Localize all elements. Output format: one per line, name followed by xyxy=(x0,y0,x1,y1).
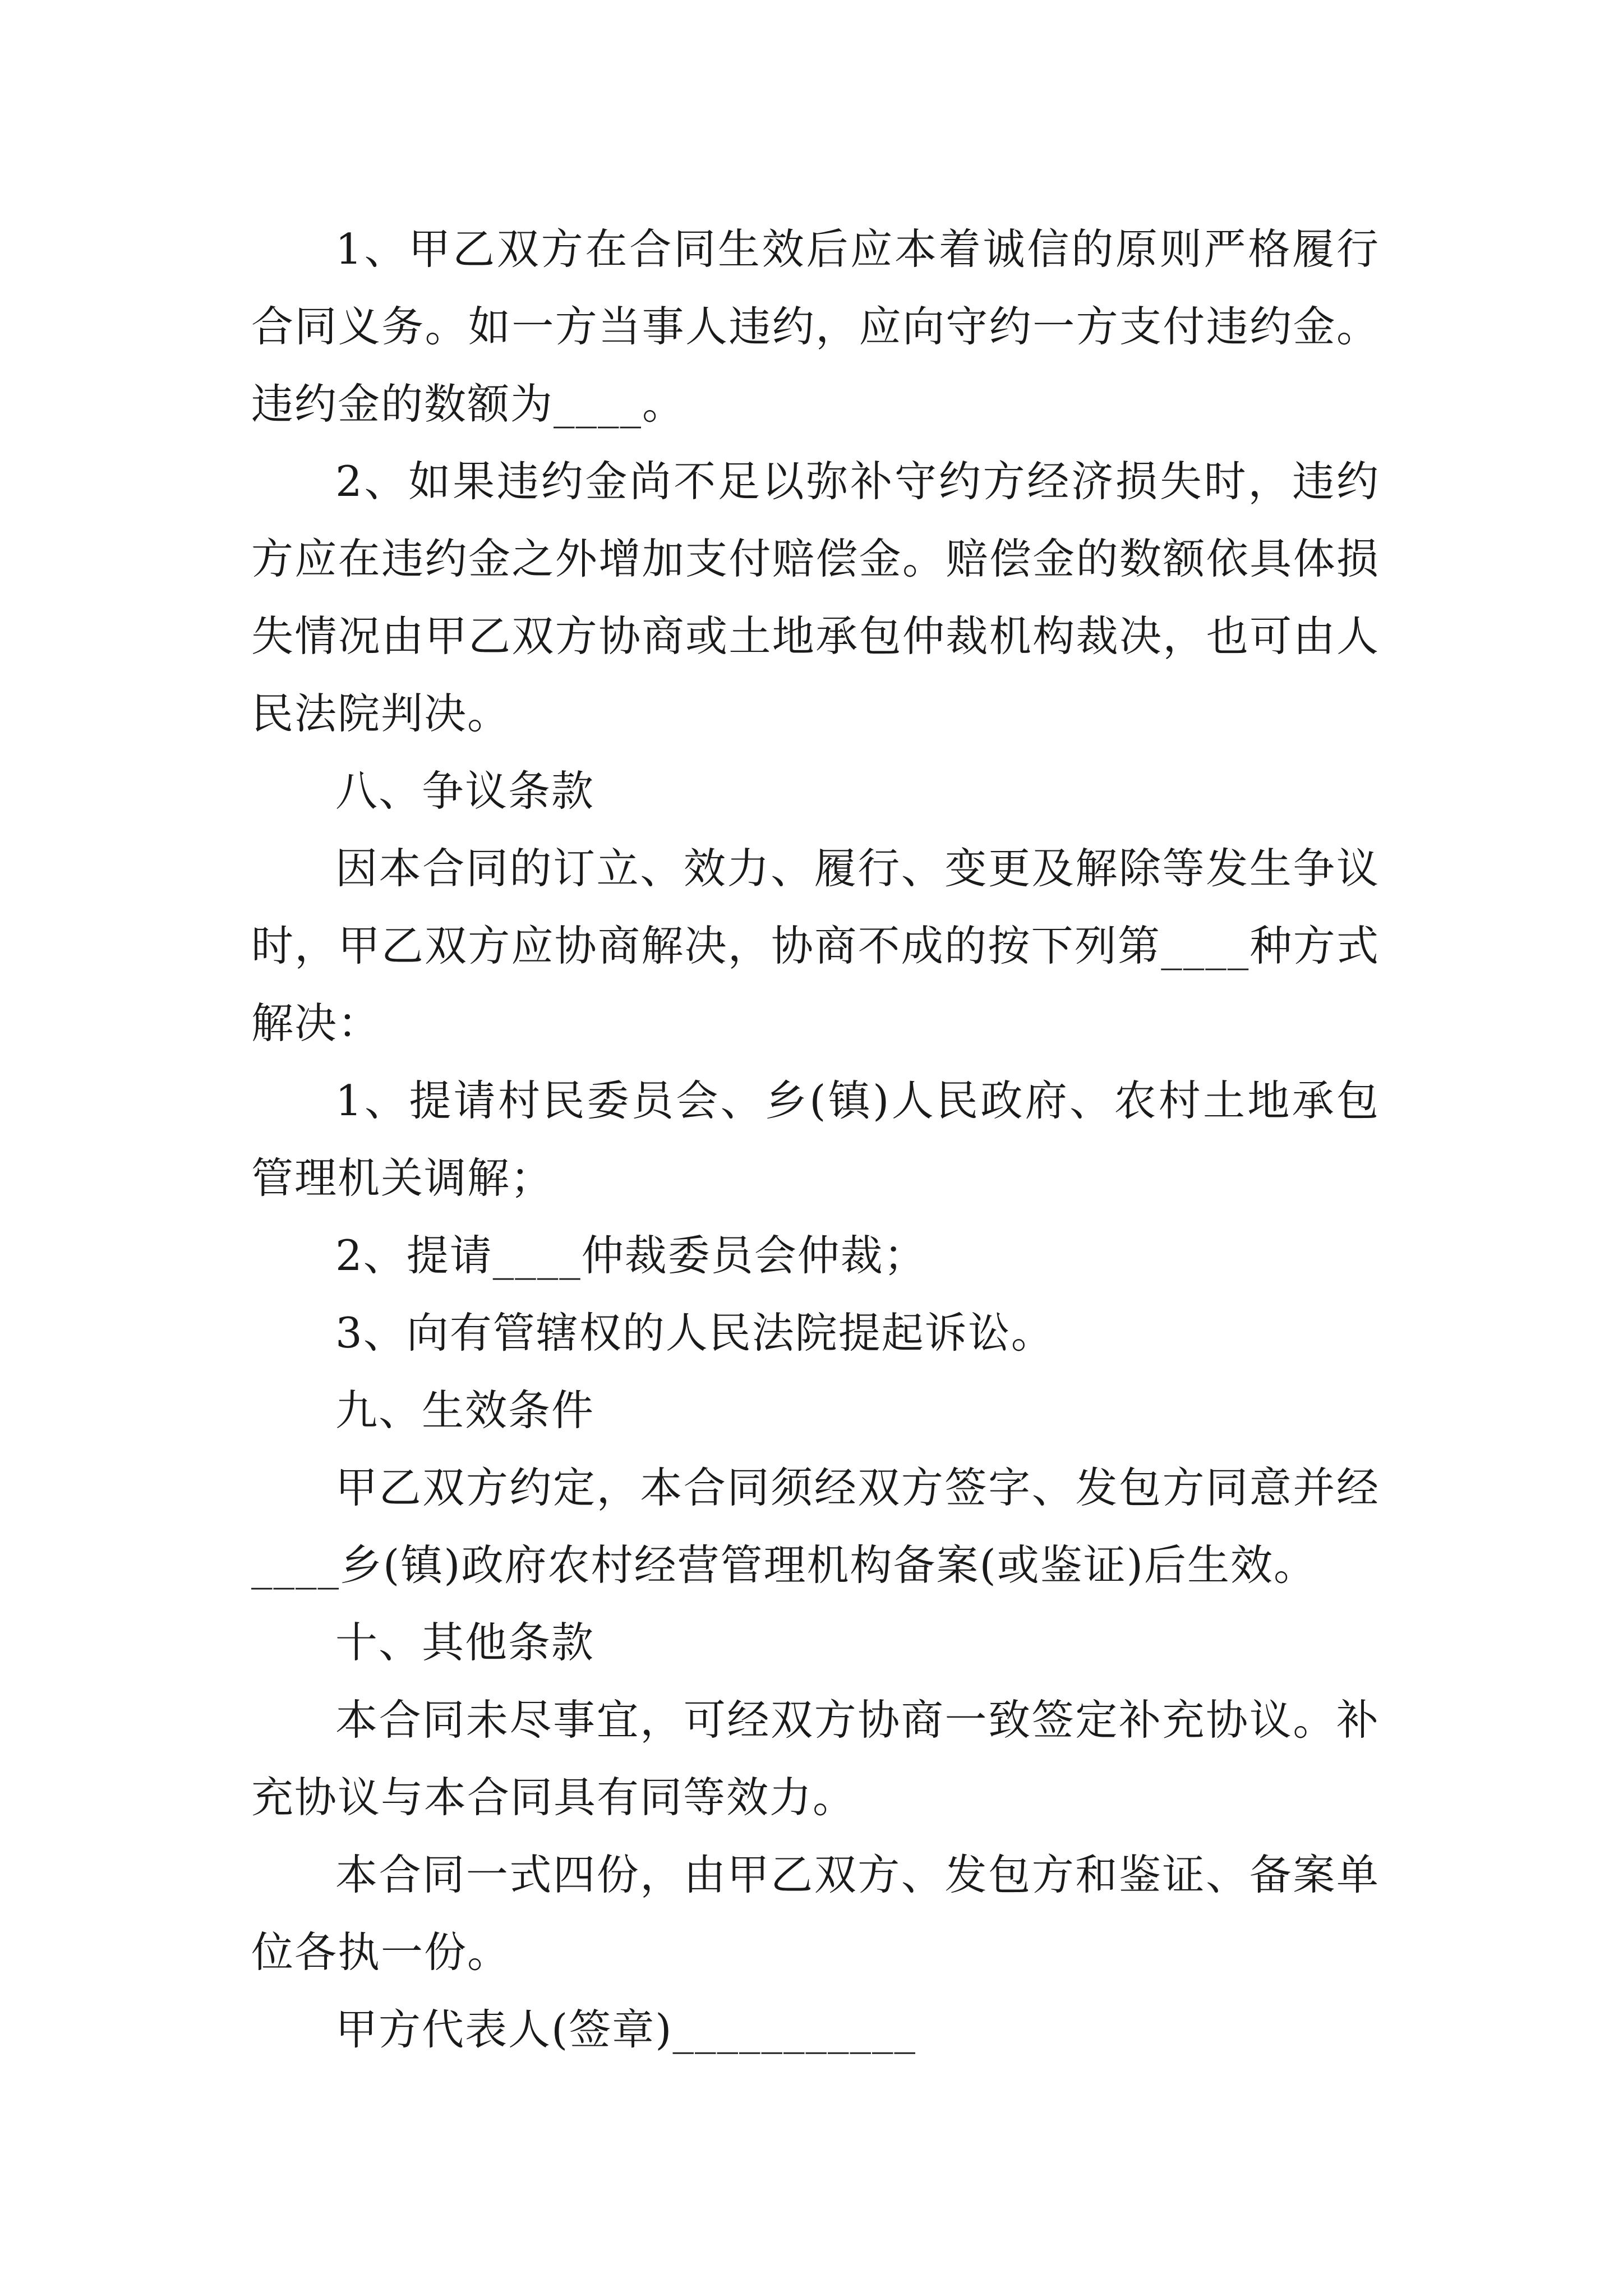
document-body xyxy=(251,210,1380,2068)
section-heading-other: 十、其他条款 xyxy=(335,1618,595,1667)
list-item-litigation: 3、向有管辖权的人民法院提起诉讼。 xyxy=(335,1308,1054,1358)
list-item-mediation: 1、提请村民委员会、乡(镇)人民政府、农村土地承包管理机关调解； xyxy=(251,1076,1380,1203)
section-heading-effect: 九、生效条件 xyxy=(335,1386,595,1435)
paragraph-copies: 本合同一式四份，由甲乙双方、发包方和鉴证、备案单位各执一份。 xyxy=(251,1850,1380,1977)
section-heading-dispute: 八、争议条款 xyxy=(335,766,595,816)
paragraph-supplementary: 本合同未尽事宜，可经双方协商一致签定补充协议。补充协议与本合同具有同等效力。 xyxy=(251,1695,1380,1822)
paragraph-compensation: 2、如果违约金尚不足以弥补守约方经济损失时，违约方应在违约金之外增加支付赔偿金。赔偿金的数额依具体损失情况由甲乙双方协商或土地承包仲裁机构裁决，也可由人民法院判决。 xyxy=(251,457,1380,738)
paragraph-dispute-resolution: 因本合同的订立、效力、履行、变更及解除等发生争议时，甲乙双方应协商解决，协商不成的按下列第____种方式解决： xyxy=(251,844,1380,1048)
list-item-arbitration: 2、提请____仲裁委员会仲裁； xyxy=(335,1231,927,1280)
signature-line-party-a: 甲方代表人(签章)___________ xyxy=(335,2005,917,2054)
paragraph-effect-conditions: 甲乙双方约定，本合同须经双方签字、发包方同意并经____乡(镇)政府农村经营管理机构备案(或鉴证)后生效。 xyxy=(251,1463,1380,1590)
paragraph-breach-penalty: 1、甲乙双方在合同生效后应本着诚信的原则严格履行合同义务。如一方当事人违约，应向守约一方支付违约金。违约金的数额为____。 xyxy=(251,224,1380,429)
